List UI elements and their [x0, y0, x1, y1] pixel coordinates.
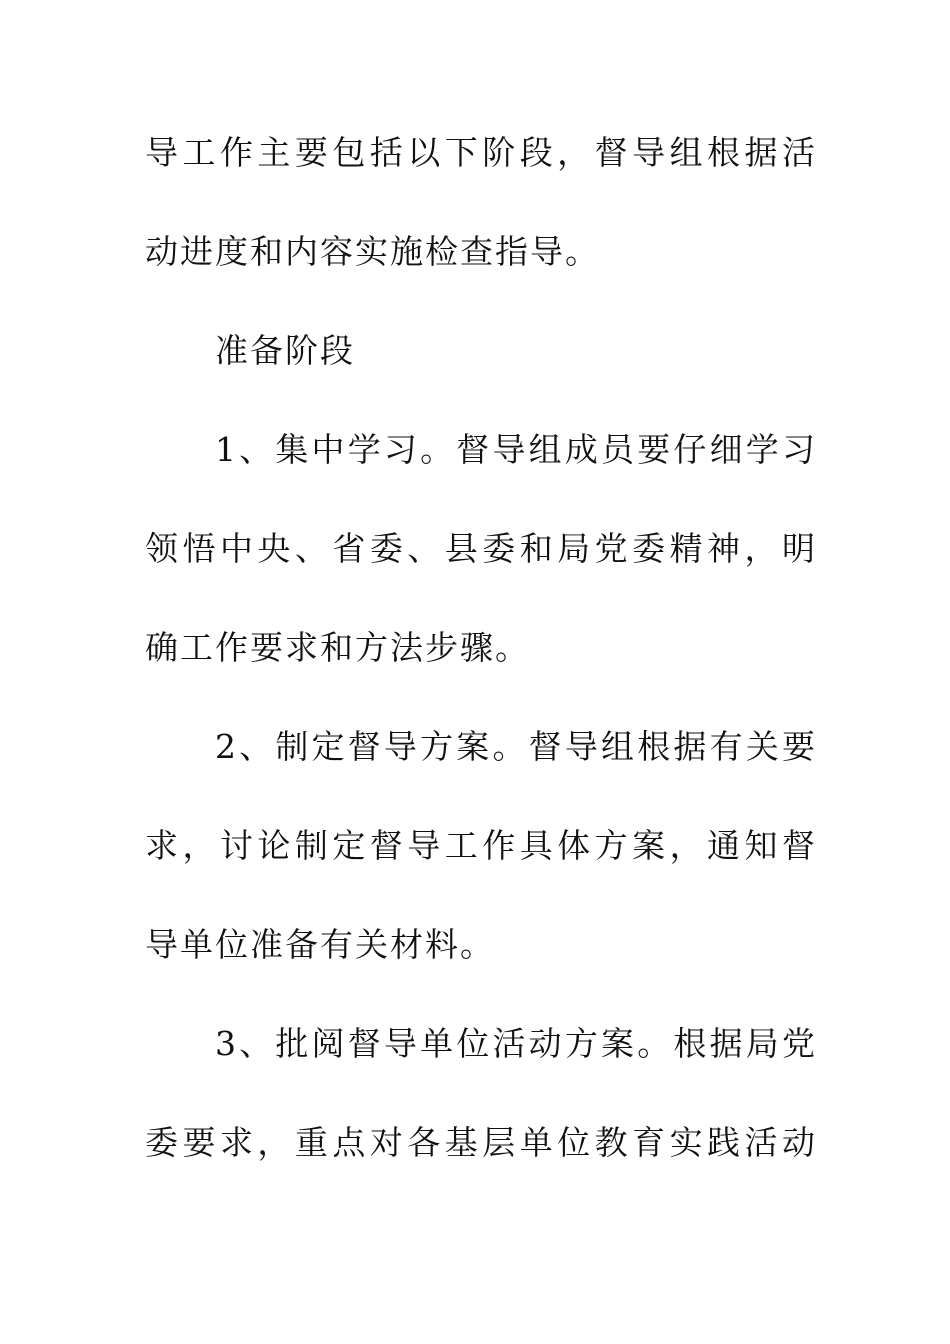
text-line-10: 3、批阅督导单位活动方案。根据局党: [215, 1024, 815, 1063]
section-heading: 准备阶段: [215, 331, 355, 370]
text-line-2: 动进度和内容实施检查指导。: [145, 232, 600, 271]
text-line-5: 领悟中央、省委、县委和局党委精神，明: [145, 529, 815, 568]
text-line-7: 2、制定督导方案。督导组根据有关要: [215, 727, 815, 766]
text-line-6: 确工作要求和方法步骤。: [145, 628, 530, 667]
text-line-1: 导工作主要包括以下阶段，督导组根据活: [145, 133, 815, 172]
text-line-8: 求，讨论制定督导工作具体方案，通知督: [145, 826, 815, 865]
text-line-4: 1、集中学习。督导组成员要仔细学习: [215, 430, 815, 469]
text-line-9: 导单位准备有关材料。: [145, 925, 495, 964]
text-line-11: 委要求，重点对各基层单位教育实践活动: [145, 1123, 815, 1162]
